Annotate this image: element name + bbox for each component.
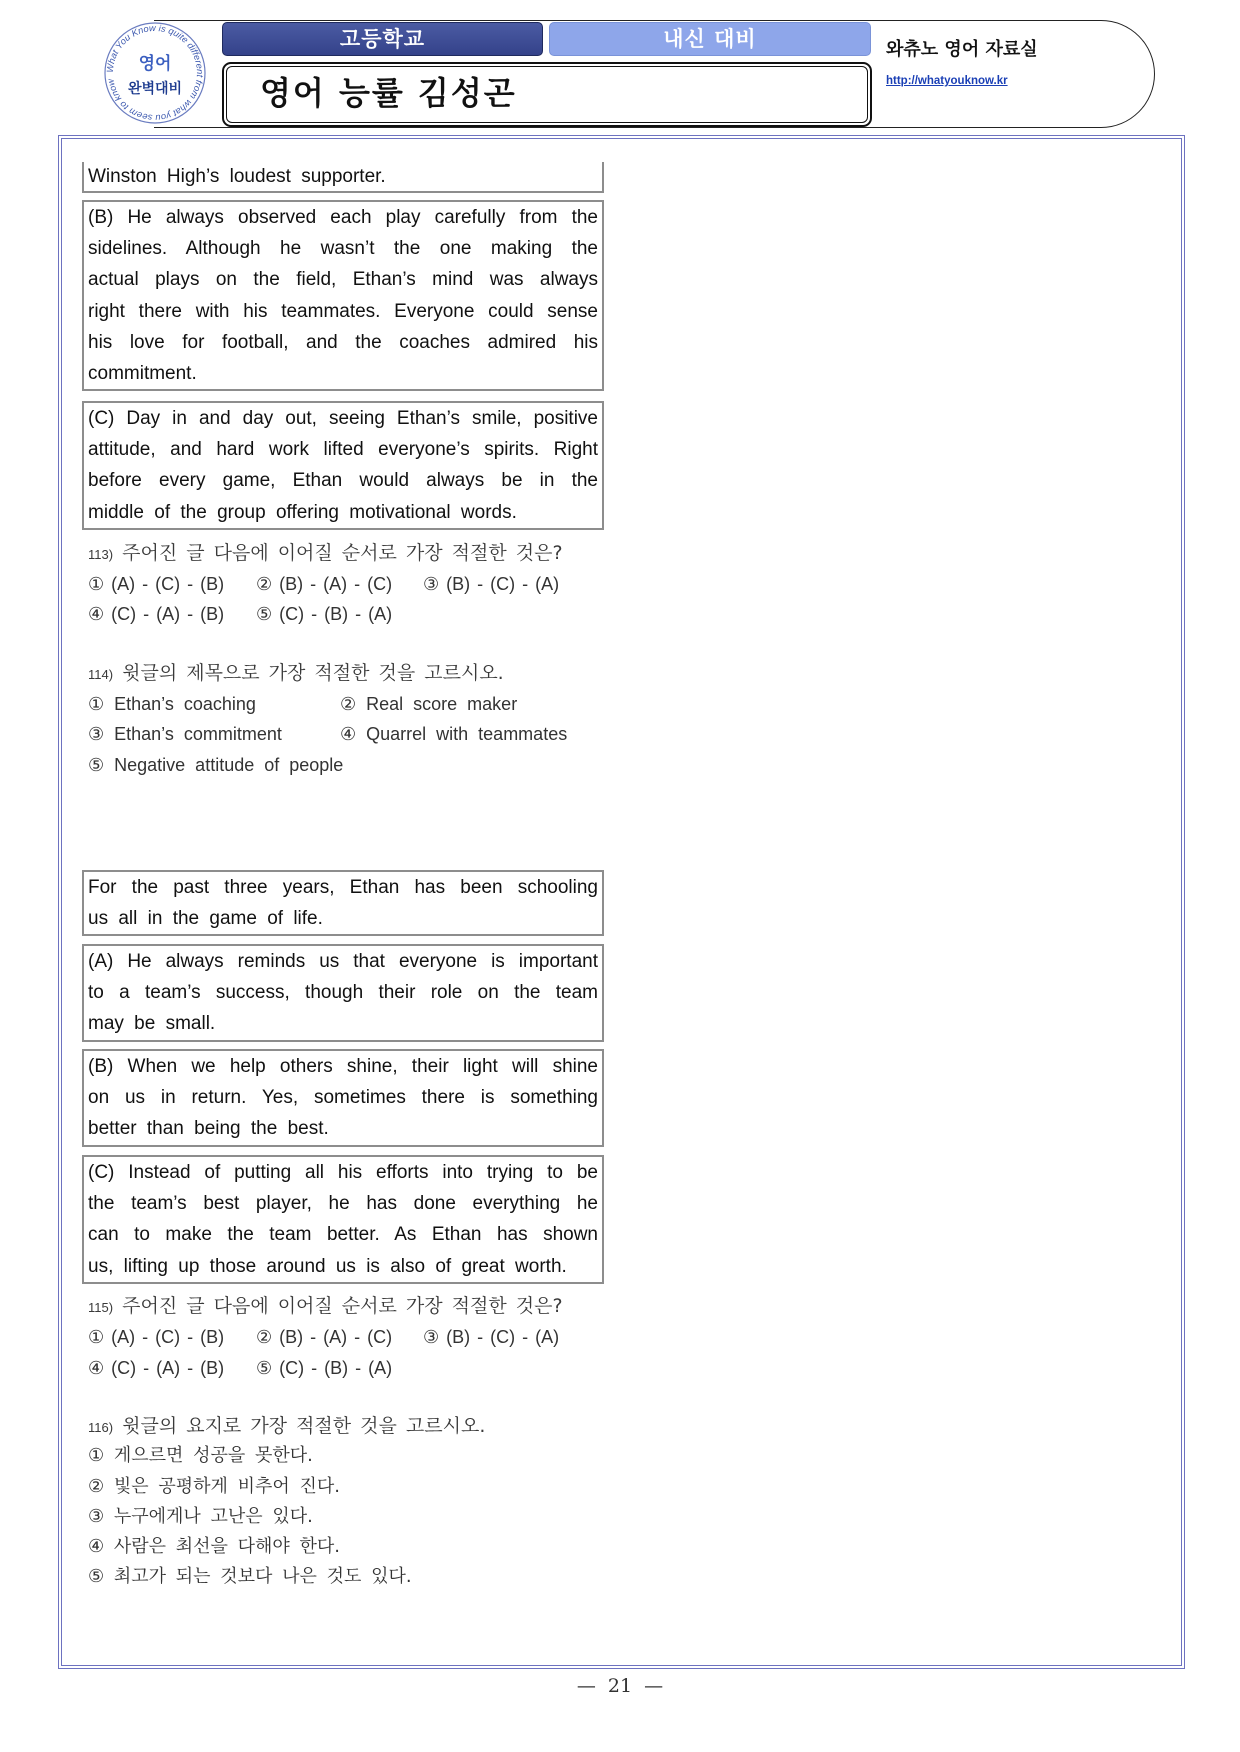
passage-line: For the past three years, Ethan has been schooling — [88, 877, 598, 898]
passage-line: sidelines. Although he wasn’t the one making the — [88, 238, 598, 260]
passage-box-b — [82, 200, 604, 391]
question-number: 116) — [88, 1420, 114, 1435]
logo-ring-text: What You Know is quite different from what you seem to know — [104, 22, 206, 124]
passage-line: to a team’s success, though their role on the team — [88, 982, 598, 1004]
option-5: ⑤ (C) - (B) - (A) — [256, 1358, 393, 1378]
passage-line: (B) He always observed each play carefully from the — [88, 207, 598, 228]
passage-box-c — [82, 1155, 604, 1284]
passage-line: (C) Day in and day out, seeing Ethan’s smile, positive — [88, 408, 598, 429]
question-116 — [88, 1414, 485, 1440]
question-prompt: 주어진 글 다음에 이어질 순서로 가장 적절한 것은? — [122, 542, 563, 564]
passage-line: Winston High’s loudest supporter. — [88, 166, 386, 187]
passage-line: (C) Instead of putting all his efforts into trying to be — [88, 1162, 598, 1183]
option-2: ② (B) - (A) - (C) — [256, 1327, 393, 1347]
passage-line: (B) When we help others shine, their light will shine — [88, 1056, 598, 1077]
passage-box-a — [82, 944, 604, 1042]
passage-line: attitude, and hard work lifted everyone’s spirits. Right — [88, 439, 598, 461]
option-3: ③ 누구에게나 고난은 있다. — [88, 1506, 313, 1527]
option-4: ④ (C) - (A) - (B) — [88, 1358, 225, 1378]
passage-line: the team’s best player, he has done everything he — [88, 1193, 598, 1215]
option-5: ⑤ Negative attitude of people — [88, 755, 344, 775]
passage-box-b — [82, 1049, 604, 1147]
question-113 — [88, 541, 563, 567]
passage-line: before every game, Ethan would always be in the — [88, 470, 598, 492]
option-5: ⑤ (C) - (B) - (A) — [256, 604, 393, 624]
option-4: ④ Quarrel with teammates — [340, 724, 568, 744]
passage-line: may be small. — [88, 1013, 216, 1035]
site-name: 와츄노 영어 자료실 — [886, 39, 1038, 60]
option-1: ① Ethan’s coaching — [88, 694, 256, 714]
option-2: ② (B) - (A) - (C) — [256, 574, 393, 594]
option-1: ① (A) - (C) - (B) — [88, 574, 225, 594]
option-3: ③ (B) - (C) - (A) — [423, 1327, 560, 1347]
passage-box-c — [82, 401, 604, 530]
passage-line: us, lifting up those around us is also of great worth. — [88, 1255, 567, 1277]
passage-line: us all in the game of life. — [88, 908, 323, 930]
logo-top-text: 영어 — [138, 54, 172, 74]
passage-line: middle of the group offering motivational words. — [88, 501, 517, 523]
question-number: 113) — [88, 547, 114, 562]
question-number: 115) — [88, 1300, 114, 1315]
tab-school: 고등학교 — [222, 22, 543, 56]
logo-bottom-text: 완벽대비 — [127, 81, 183, 97]
passage-line: can to make the team better. As Ethan has shown — [88, 1224, 598, 1246]
option-5: ⑤ 최고가 되는 것보다 나은 것도 있다. — [88, 1566, 412, 1587]
option-3: ③ Ethan’s commitment — [88, 724, 282, 744]
option-4: ④ (C) - (A) - (B) — [88, 604, 225, 624]
question-114 — [88, 661, 504, 687]
site-url-link[interactable]: http://whatyouknow.kr — [886, 75, 1008, 87]
option-2: ② Real score maker — [340, 694, 518, 714]
question-prompt: 윗글의 제목으로 가장 적절한 것을 고르시오. — [122, 662, 504, 684]
question-115 — [88, 1294, 563, 1320]
logo — [104, 18, 206, 128]
option-4: ④ 사람은 최선을 다해야 한다. — [88, 1536, 341, 1557]
passage-line: right there with his teammates. Everyone could sense — [88, 300, 598, 322]
tab-exam: 내신 대비 — [549, 22, 871, 56]
passage-intro-box — [82, 870, 604, 936]
passage-line: actual plays on the field, Ethan’s mind was always — [88, 269, 598, 291]
passage-fragment-box — [82, 162, 604, 193]
question-prompt: 주어진 글 다음에 이어질 순서로 가장 적절한 것은? — [122, 1295, 563, 1317]
question-number: 114) — [88, 667, 114, 682]
title-box — [222, 62, 872, 127]
option-1: ① (A) - (C) - (B) — [88, 1327, 225, 1347]
question-prompt: 윗글의 요지로 가장 적절한 것을 고르시오. — [122, 1415, 486, 1437]
option-3: ③ (B) - (C) - (A) — [423, 574, 560, 594]
passage-line: (A) He always reminds us that everyone is important — [88, 951, 598, 972]
passage-line: commitment. — [88, 363, 197, 385]
page-number: — 21 — — [576, 1675, 664, 1697]
page-title: 영어 능률 김성곤 — [260, 74, 517, 112]
passage-line: his love for football, and the coaches admired his — [88, 331, 598, 353]
passage-line: better than being the best. — [88, 1118, 329, 1140]
option-1: ① 게으르면 성공을 못한다. — [88, 1445, 313, 1466]
passage-line: on us in return. Yes, sometimes there is something — [88, 1087, 598, 1109]
option-2: ② 빛은 공평하게 비추어 진다. — [88, 1476, 341, 1497]
